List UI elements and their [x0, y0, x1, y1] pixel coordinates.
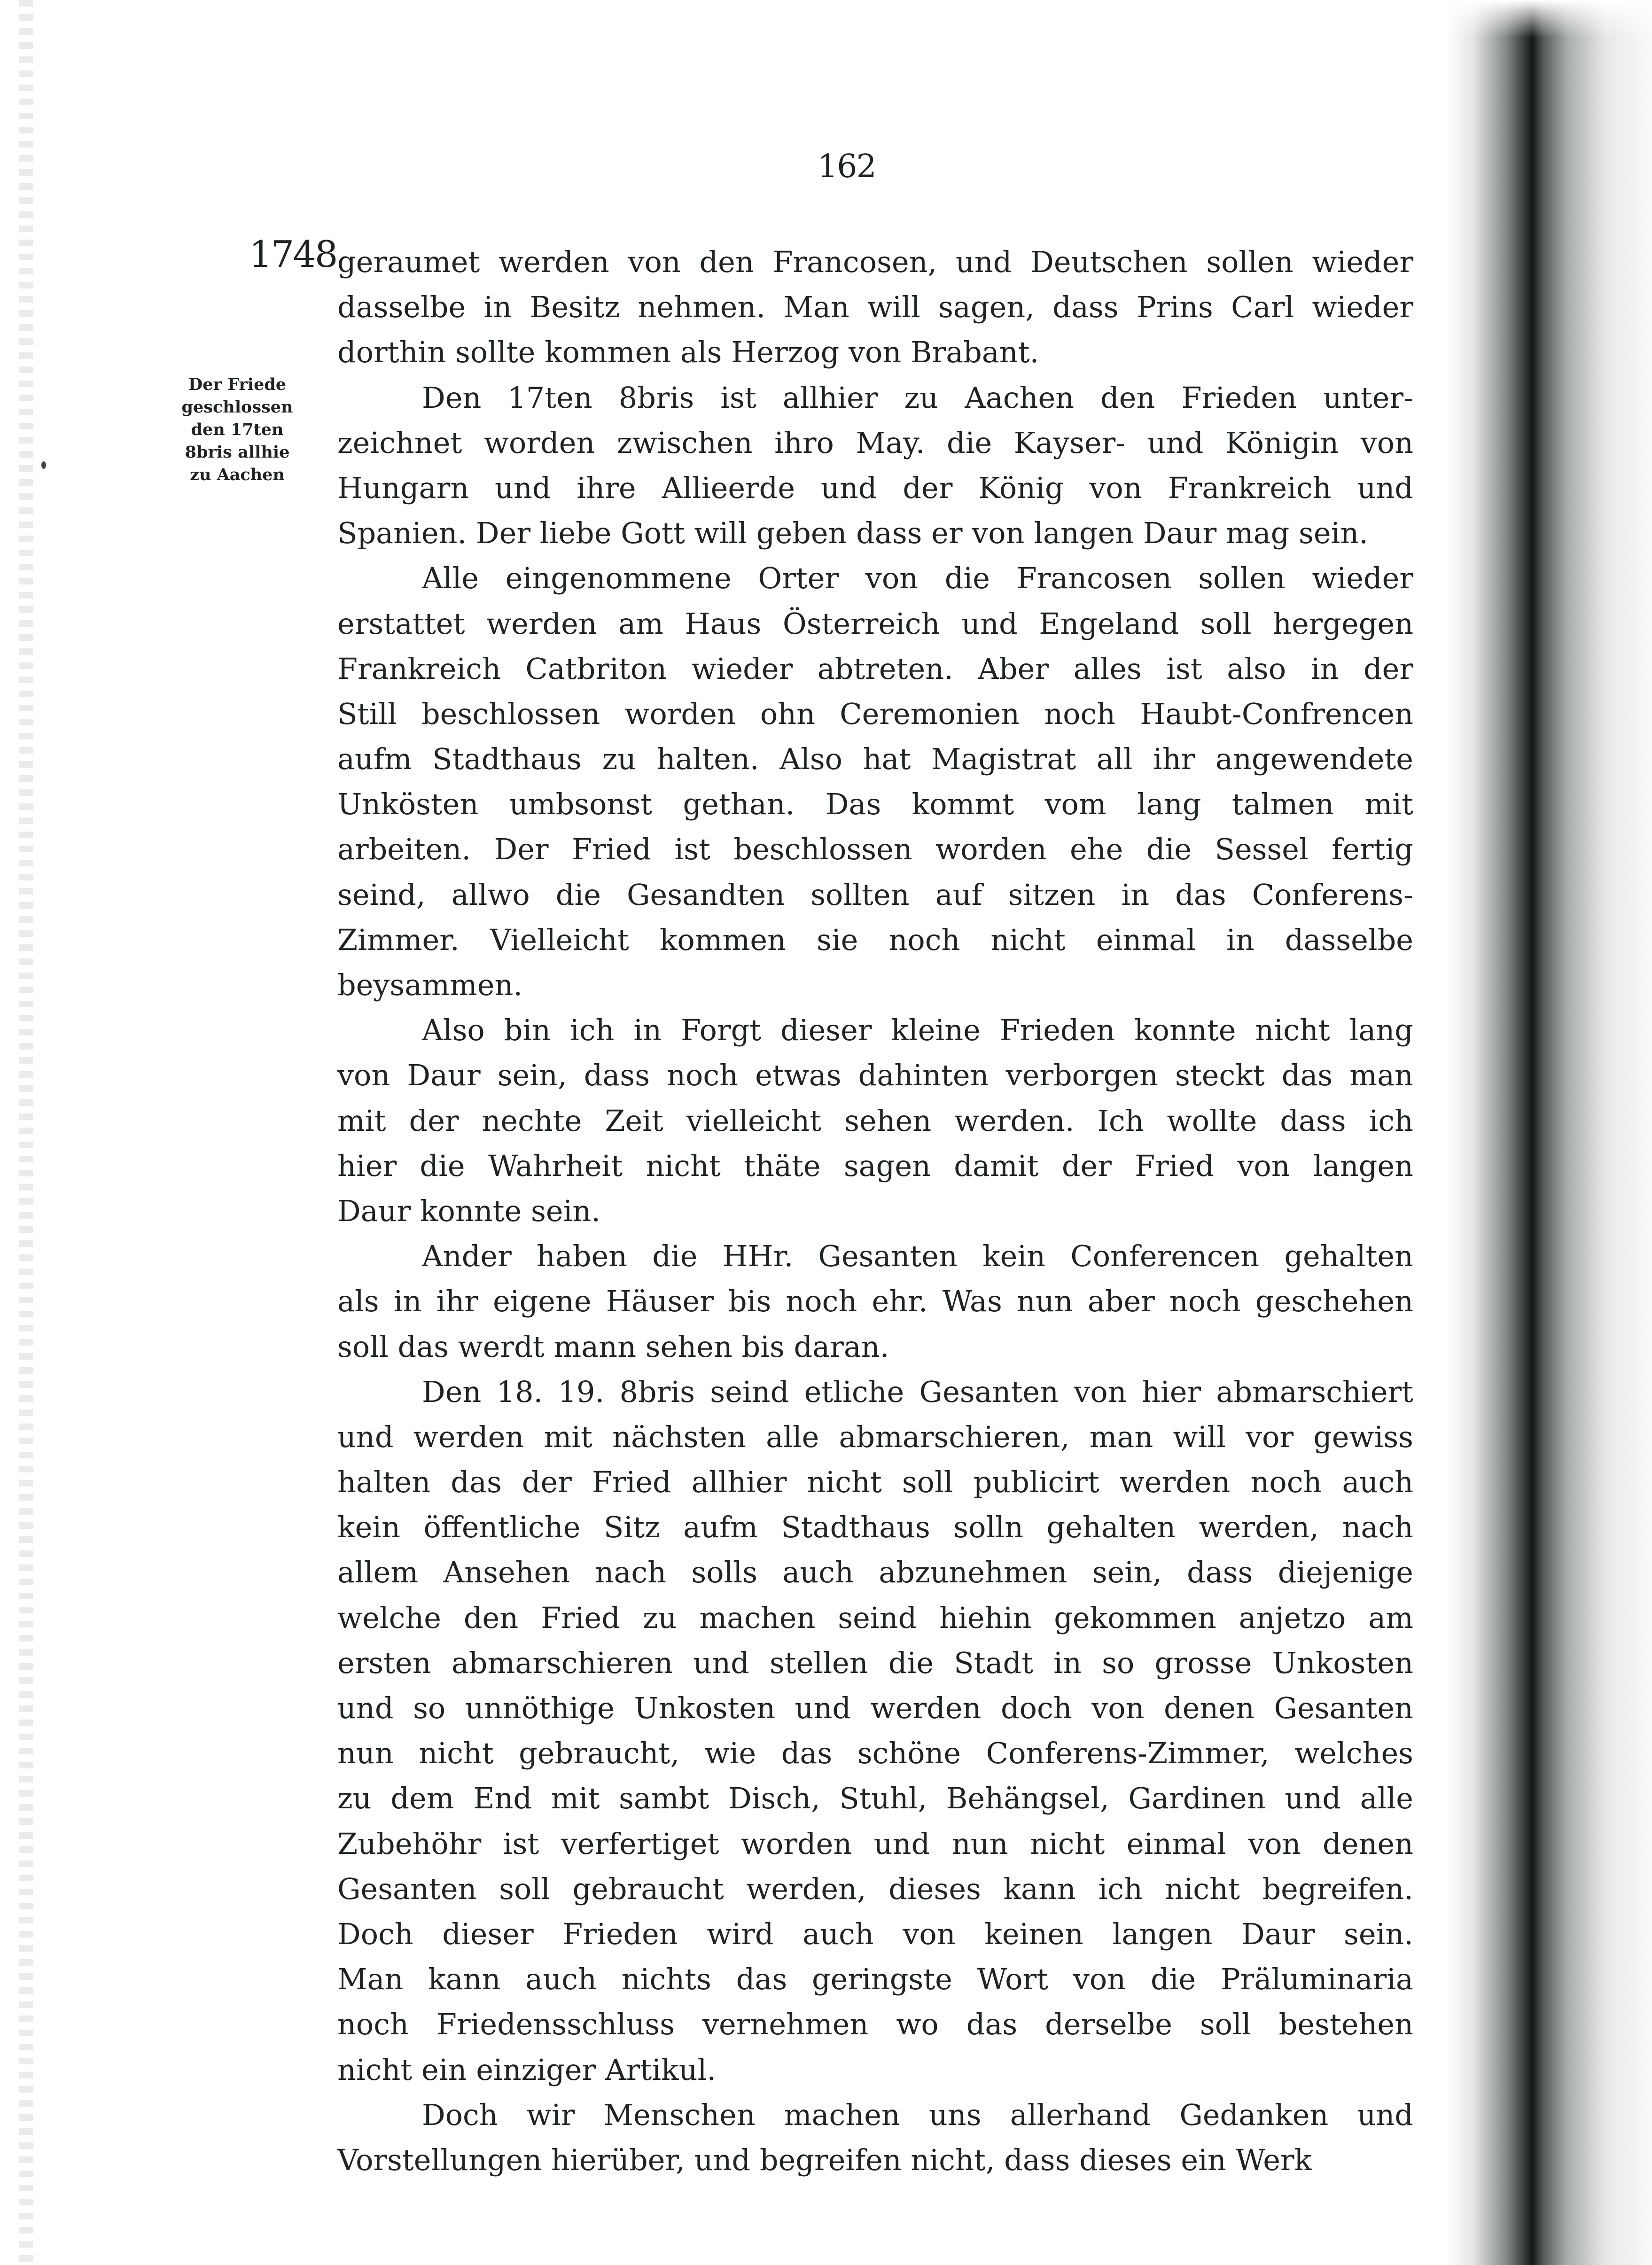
page-number: 162: [818, 148, 876, 185]
text-line: Den 18. 19. 8bris seind etliche Gesanten von hier abmarschiert: [422, 1374, 1413, 1409]
text-line: Spanien. Der liebe Gott will geben dass er von langen Daur mag sein.: [337, 516, 1369, 551]
text-line: erstattet werden am Haus Österreich und Engeland soll hergegen: [337, 606, 1413, 641]
text-line: von Daur sein, dass noch etwas dahinten verborgen steckt das man: [337, 1058, 1413, 1093]
scan-left-edge: [19, 0, 33, 2265]
text-line: seind, allwo die Gesandten sollten auf sitzen in das Conferens-: [337, 877, 1413, 912]
text-line: geraumet werden von den Francosen, und Deutschen sollen wieder: [337, 245, 1413, 279]
text-line: hier die Wahrheit nicht thäte sagen damit der Fried von langen: [337, 1148, 1413, 1183]
text-line: nicht ein einziger Artikul.: [337, 2052, 717, 2087]
text-line: ersten abmarschieren und stellen die Stadt in so grosse Unkosten: [337, 1645, 1413, 1680]
paragraph: [337, 1008, 1413, 1234]
text-line: Den 17ten 8bris ist allhier zu Aachen den Frieden unter-: [422, 380, 1413, 415]
text-line: allem Ansehen nach solls auch abzunehmen sein, dass diejenige: [337, 1555, 1413, 1590]
paragraph: [337, 240, 1413, 375]
text-line: Zubehöhr ist verfertiget worden und nun nicht einmal von denen: [337, 1826, 1413, 1861]
text-line: und werden mit nächsten alle abmarschieren, man will vor gewiss: [337, 1419, 1413, 1454]
text-line: mit der nechte Zeit vielleicht sehen werden. Ich wollte dass ich: [337, 1103, 1413, 1138]
text-line: beysammen.: [337, 968, 523, 1002]
text-line: Unkösten umbsonst gethan. Das kommt vom lang talmen mit: [337, 787, 1413, 822]
margin-note-line: zu Aachen: [190, 465, 285, 484]
text-line: Also bin ich in Forgt dieser kleine Frieden konnte nicht lang: [422, 1013, 1413, 1048]
margin-note-line: den 17ten: [191, 420, 284, 439]
text-line: halten das der Fried allhier nicht soll publicirt werden noch auch: [337, 1465, 1413, 1500]
scan-speck: [41, 461, 46, 469]
text-line: Daur konnte sein.: [337, 1193, 600, 1228]
text-line: Doch wir Menschen machen uns allerhand Gedanken und: [422, 2097, 1413, 2132]
gutter-top-fade: [1445, 0, 1652, 38]
text-line: Doch dieser Frieden wird auch von keinen langen Daur sein.: [337, 1916, 1413, 1951]
text-line: kein öffentliche Sitz aufm Stadthaus solln gehalten werden, nach: [337, 1510, 1413, 1545]
text-line: dasselbe in Besitz nehmen. Man will sagen, dass Prins Carl wieder: [337, 290, 1413, 325]
paragraph: [337, 1234, 1413, 1370]
text-line: soll das werdt mann sehen bis daran.: [337, 1329, 889, 1364]
text-line: Ander haben die HHr. Gesanten kein Conferencen gehalten: [422, 1239, 1413, 1274]
paragraph: [337, 556, 1413, 1008]
text-line: aufm Stadthaus zu halten. Also hat Magistrat all ihr angewendete: [337, 742, 1413, 777]
margin-note: [176, 374, 298, 486]
year-marker: 1748: [249, 234, 337, 276]
margin-note-line: Der Friede: [188, 375, 287, 394]
text-line: Still beschlossen worden ohn Ceremonien noch Haubt-Confrencen: [337, 696, 1413, 731]
text-line: nun nicht gebraucht, wie das schöne Conferens-Zimmer, welches: [337, 1736, 1413, 1771]
margin-note-line: 8bris allhie: [185, 443, 290, 462]
text-line: dorthin sollte kommen als Herzog von Brabant.: [337, 335, 1039, 370]
text-line: welche den Fried zu machen seind hiehin gekommen anjetzo am: [337, 1600, 1413, 1635]
text-line: Man kann auch nichts das geringste Wort von die Präluminaria: [337, 1962, 1413, 1997]
text-line: Frankreich Catbriton wieder abtreten. Aber alles ist also in der: [337, 651, 1413, 686]
text-line: Vorstellungen hierüber, und begreifen nicht, dass dieses ein Werk: [337, 2142, 1312, 2177]
margin-note-line: geschlossen: [181, 397, 293, 417]
text-line: Alle eingenommene Orter von die Francosen sollen wieder: [422, 561, 1413, 596]
paragraph: [337, 1370, 1413, 2093]
body-text: [337, 240, 1413, 2183]
text-line: und so unnöthige Unkosten und werden doch von denen Gesanten: [337, 1691, 1413, 1725]
paragraph: [337, 2093, 1413, 2183]
text-line: zu dem End mit sambt Disch, Stuhl, Behängsel, Gardinen und alle: [337, 1781, 1413, 1816]
text-line: Zimmer. Vielleicht kommen sie noch nicht einmal in dasselbe: [337, 922, 1413, 957]
text-line: Hungarn und ihre Allieerde und der König von Frankreich und: [337, 470, 1413, 505]
text-line: zeichnet worden zwischen ihro May. die Kayser- und Königin von: [337, 425, 1413, 460]
text-line: arbeiten. Der Fried ist beschlossen worden ehe die Sessel fertig: [337, 832, 1413, 867]
paragraph: [337, 375, 1413, 556]
text-line: Gesanten soll gebraucht werden, dieses kann ich nicht begreifen.: [337, 1871, 1413, 1906]
book-gutter-shadow: [1445, 0, 1652, 2265]
text-line: als in ihr eigene Häuser bis noch ehr. Was nun aber noch geschehen: [337, 1284, 1413, 1319]
text-line: noch Friedensschluss vernehmen wo das derselbe soll bestehen: [337, 2007, 1413, 2042]
